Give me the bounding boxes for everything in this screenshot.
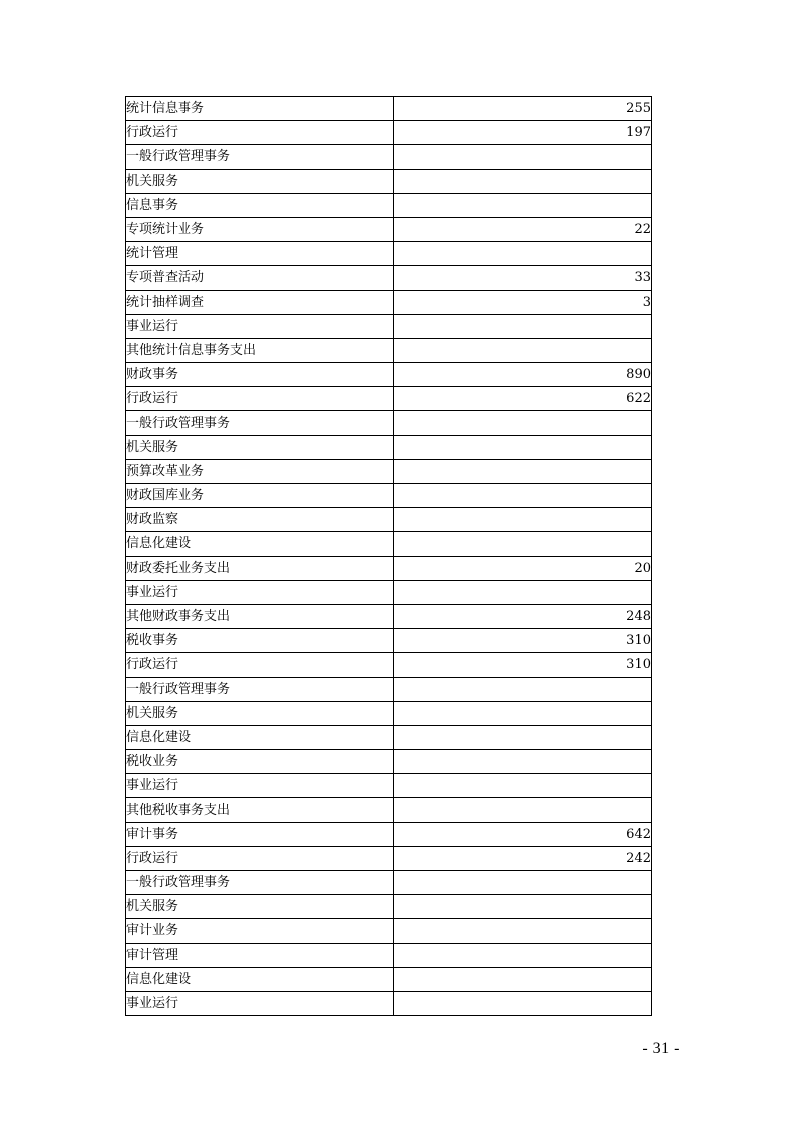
subitem-name-cell: 其他统计信息事务支出	[126, 338, 394, 362]
table-row	[126, 725, 652, 749]
table-row	[126, 169, 652, 193]
amount-cell: 642	[394, 822, 652, 846]
table-row	[126, 290, 652, 314]
subitem-name-cell: 专项普查活动	[126, 266, 394, 290]
table-body	[126, 97, 652, 1016]
amount-cell	[394, 169, 652, 193]
subitem-name-cell: 信息化建设	[126, 967, 394, 991]
amount-cell: 33	[394, 266, 652, 290]
amount-cell: 3	[394, 290, 652, 314]
amount-cell	[394, 871, 652, 895]
subitem-name-cell: 一般行政管理事务	[126, 411, 394, 435]
amount-cell: 890	[394, 363, 652, 387]
subitem-name-cell: 审计业务	[126, 919, 394, 943]
amount-cell	[394, 435, 652, 459]
amount-cell: 310	[394, 629, 652, 653]
subitem-name-cell: 财政监察	[126, 508, 394, 532]
amount-cell	[394, 991, 652, 1015]
amount-cell: 248	[394, 604, 652, 628]
amount-cell: 255	[394, 97, 652, 121]
category-name-cell: 税收事务	[126, 629, 394, 653]
table-row	[126, 604, 652, 628]
subitem-name-cell: 事业运行	[126, 991, 394, 1015]
table-row	[126, 484, 652, 508]
subitem-name-cell: 事业运行	[126, 314, 394, 338]
table-row	[126, 145, 652, 169]
table-row	[126, 314, 652, 338]
subitem-name-cell: 行政运行	[126, 846, 394, 870]
subitem-name-cell: 税收业务	[126, 750, 394, 774]
subitem-name-cell: 事业运行	[126, 580, 394, 604]
table-row	[126, 846, 652, 870]
table-row	[126, 919, 652, 943]
table-row	[126, 774, 652, 798]
subitem-name-cell: 机关服务	[126, 895, 394, 919]
amount-cell: 22	[394, 217, 652, 241]
table-row	[126, 798, 652, 822]
amount-cell	[394, 701, 652, 725]
subitem-name-cell: 一般行政管理事务	[126, 871, 394, 895]
table-row	[126, 217, 652, 241]
table-row	[126, 193, 652, 217]
subitem-name-cell: 行政运行	[126, 653, 394, 677]
amount-cell	[394, 580, 652, 604]
table-row	[126, 411, 652, 435]
table-row	[126, 242, 652, 266]
table-row	[126, 653, 652, 677]
amount-cell	[394, 725, 652, 749]
table-row	[126, 991, 652, 1015]
table-row	[126, 943, 652, 967]
subitem-name-cell: 一般行政管理事务	[126, 677, 394, 701]
subitem-name-cell: 行政运行	[126, 121, 394, 145]
subitem-name-cell: 其他财政事务支出	[126, 604, 394, 628]
subitem-name-cell: 财政委托业务支出	[126, 556, 394, 580]
amount-cell	[394, 459, 652, 483]
subitem-name-cell: 一般行政管理事务	[126, 145, 394, 169]
subitem-name-cell: 信息事务	[126, 193, 394, 217]
amount-cell	[394, 532, 652, 556]
amount-cell	[394, 338, 652, 362]
subitem-name-cell: 专项统计业务	[126, 217, 394, 241]
table-row	[126, 580, 652, 604]
subitem-name-cell: 统计管理	[126, 242, 394, 266]
table-row	[126, 435, 652, 459]
subitem-name-cell: 信息化建设	[126, 725, 394, 749]
amount-cell	[394, 508, 652, 532]
subitem-name-cell: 机关服务	[126, 701, 394, 725]
subitem-name-cell: 财政国库业务	[126, 484, 394, 508]
amount-cell: 242	[394, 846, 652, 870]
amount-cell	[394, 314, 652, 338]
table-row	[126, 97, 652, 121]
amount-cell	[394, 895, 652, 919]
table-row	[126, 266, 652, 290]
subitem-name-cell: 机关服务	[126, 435, 394, 459]
category-name-cell: 财政事务	[126, 363, 394, 387]
subitem-name-cell: 预算改革业务	[126, 459, 394, 483]
subitem-name-cell: 信息化建设	[126, 532, 394, 556]
amount-cell: 20	[394, 556, 652, 580]
table-row	[126, 871, 652, 895]
subitem-name-cell: 机关服务	[126, 169, 394, 193]
subitem-name-cell: 其他税收事务支出	[126, 798, 394, 822]
table-row	[126, 121, 652, 145]
table-row	[126, 895, 652, 919]
table-row	[126, 459, 652, 483]
amount-cell	[394, 750, 652, 774]
subitem-name-cell: 事业运行	[126, 774, 394, 798]
amount-cell	[394, 919, 652, 943]
budget-expenditure-table	[125, 96, 652, 1016]
amount-cell: 310	[394, 653, 652, 677]
table-row	[126, 750, 652, 774]
amount-cell	[394, 774, 652, 798]
table-row	[126, 532, 652, 556]
amount-cell: 622	[394, 387, 652, 411]
amount-cell	[394, 677, 652, 701]
amount-cell	[394, 242, 652, 266]
amount-cell	[394, 943, 652, 967]
table-row	[126, 677, 652, 701]
amount-cell	[394, 411, 652, 435]
subitem-name-cell: 统计抽样调查	[126, 290, 394, 314]
amount-cell	[394, 193, 652, 217]
table-row	[126, 967, 652, 991]
table-row	[126, 387, 652, 411]
table-row	[126, 363, 652, 387]
table-row	[126, 701, 652, 725]
table-row	[126, 338, 652, 362]
amount-cell	[394, 967, 652, 991]
subitem-name-cell: 行政运行	[126, 387, 394, 411]
table-row	[126, 822, 652, 846]
subitem-name-cell: 审计管理	[126, 943, 394, 967]
amount-cell	[394, 145, 652, 169]
amount-cell: 197	[394, 121, 652, 145]
category-name-cell: 统计信息事务	[126, 97, 394, 121]
table-row	[126, 629, 652, 653]
amount-cell	[394, 798, 652, 822]
category-name-cell: 审计事务	[126, 822, 394, 846]
table-row	[126, 556, 652, 580]
page-number: - 31 -	[642, 1040, 680, 1057]
amount-cell	[394, 484, 652, 508]
table-row	[126, 508, 652, 532]
